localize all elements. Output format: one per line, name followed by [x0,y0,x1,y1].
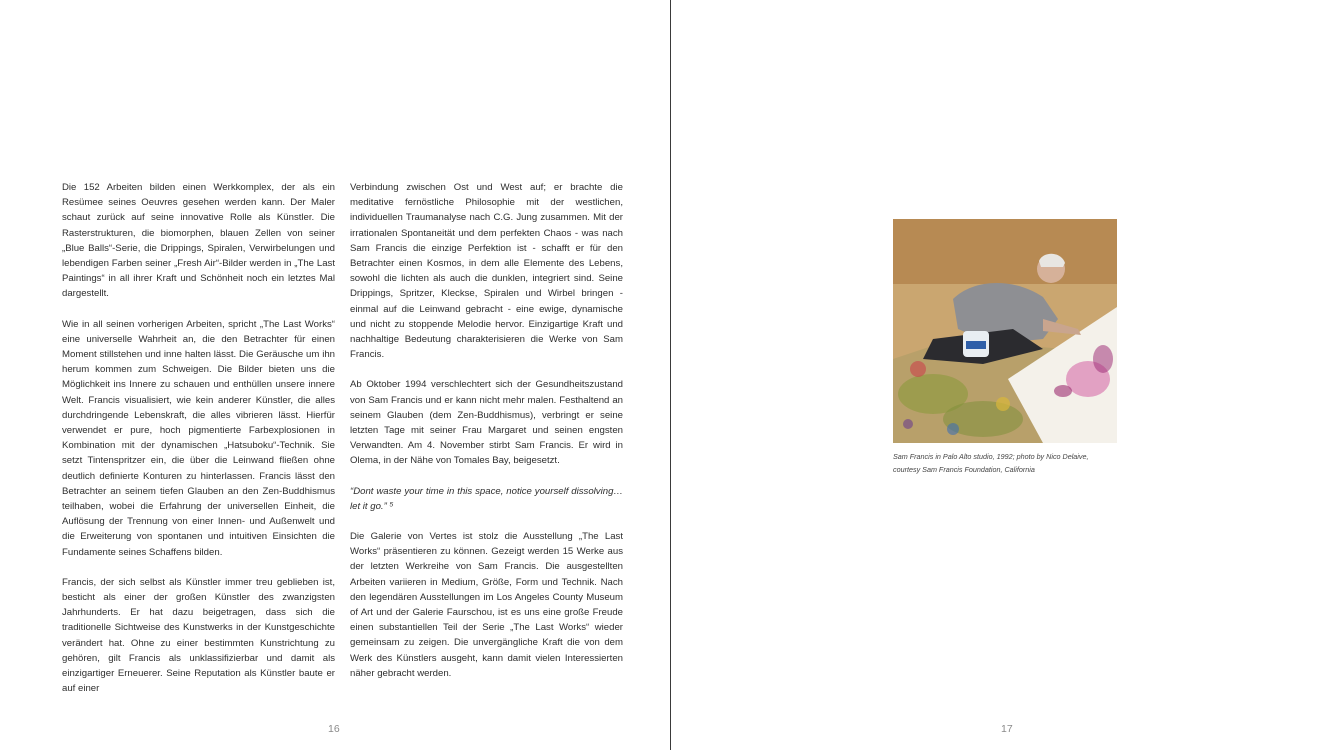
quote: “Dont waste your time in this space, notice yourself dissolving… let it go.” ⁵ [350,485,623,512]
text-column-2 [350,180,623,696]
photo-caption [893,450,1123,476]
paragraph: Die Galerie von Vertes ist stolz die Ausstellung „The Last Works“ präsentieren zu können. Gezeigt werden 15 Werke aus der letzten Werkreihe von Sam Francis. Die ausgestellten Arbeiten variieren in Medium, Größe, Form und Technik. Nach den legendären Ausstellungen im Los Angeles County Museum of Art und der Galerie Faurschou, ist es uns eine große Freude einen substantiellen Teil der Serie „The Last Works“ wieder gemeinsam zu zeigen. Die unvergängliche Kraft die von dem Werk des Künstlers ausgeht, kann damit vielen Interessierten näher gebracht werden. [350,531,623,679]
right-page [671,0,1340,750]
page-number-right: 17 [1001,723,1013,735]
paragraph: Francis, der sich selbst als Künstler immer treu geblieben ist, besticht als einer der großen Künstler des zwanzigsten Jahrhunderts. Er hat dazu beigetragen, dass sich die traditionelle Sichtweise des Kunstwerks in der Kunstgeschichte verändert hat. Ohne zu einer bestimmten Kunstrichtung zu gehören, gilt Francis als unklassifizierbar und damit als einzigartiger Erneuerer. Seine Reputation als Künstler baute er auf einer [62,576,335,695]
paragraph: Ab Oktober 1994 verschlechtert sich der Gesundheitszustand von Sam Francis und er kann nicht mehr malen. Festhaltend an seinem Glauben (dem Zen-Buddhismus), verbringt er seine letzten Tage mit seiner Frau Margaret und seinen engsten Verwandten. Am 4. November stirbt Sam Francis. Er wird in Olema, in der Nähe von Tomales Bay, beigesetzt. [350,379,623,467]
paragraph: Verbindung zwischen Ost und West auf; er brachte die meditative fernöstliche Philosophie mit der westlichen, individuellen Traumanalyse nach C.G. Jung zusammen. Mit der irrationalen Spontaneität und dem perfekten Chaos - was nach Sam Francis die einzige Perfektion ist - schafft er für den Betrachter einen Kosmos, in dem alle Elemente des Lebens, sowohl die lichten als auch die dunklen, integriert sind. Seine Drippings, Spritzer, Kleckse, Spiralen und Wirbel bringen - einmal auf die Leinwand gebracht - eine ewige, dynamische und nicht zu stoppende Melodie hervor. Einzigartige Kraft und nachhaltige Bedeutung charakterisieren die Werke von Sam Francis. [350,182,623,361]
caption-line: Sam Francis in Palo Alto studio, 1992; photo by Nico Delaive, [893,452,1089,461]
text-column-1 [62,180,335,712]
caption-line: courtesy Sam Francis Foundation, California [893,465,1035,474]
artist-photo [893,219,1117,443]
page-number-left: 16 [328,723,340,735]
paragraph: Wie in all seinen vorherigen Arbeiten, spricht „The Last Works“ eine universelle Wahrheit an, die den Betrachter für einen Moment stillstehen und inne halten lässt. Die Geräusche um ihn herum kommen zum Schweigen. Die Bilder bieten uns die Möglichkeit ins Innere zu schauen und enthüllen unsere innere Welt. Francis visualisiert, wie kein anderer Künstler, die alles durchdringende Lebenskraft, die alles vibrieren lässt. Hierfür verwendet er pure, hoch pigmentierte Farbexplosionen in Kombination mit der dynamischen „Hatsuboku“-Technik. Sie setzt Tintenspritzer ein, die über die Leinwand fließen ohne deutlich definierte Konturen zu hinterlassen. Francis lässt den Betrachter an seinem tiefen Glauben an den Zen-Buddhismus teilhaben, wobei die Erfahrung der universellen Einheit, die Auflösung der Trennung von einer Innen- und Außenwelt und die Erweiterung von spontanen und intuitiven Einsichten die Fundamente seines Schaffens bilden. [62,318,335,558]
paragraph: Die 152 Arbeiten bilden einen Werkkomplex, der als ein Resümee seines Oeuvres gesehen werden kann. Der Maler schaut zurück auf seine innovative Rolle als Künstler. Die Rasterstrukturen, die biomorphen, blauen Zellen von seiner „Blue Balls“-Serie, die Drippings, Spiralen, Verwirbelungen und lebendigen Farben seiner „Fresh Air“-Bilder werden in „The Last Paintings“ in all ihrer Kraft und Schönheit noch ein letztes Mal dargestellt. [62,182,335,300]
